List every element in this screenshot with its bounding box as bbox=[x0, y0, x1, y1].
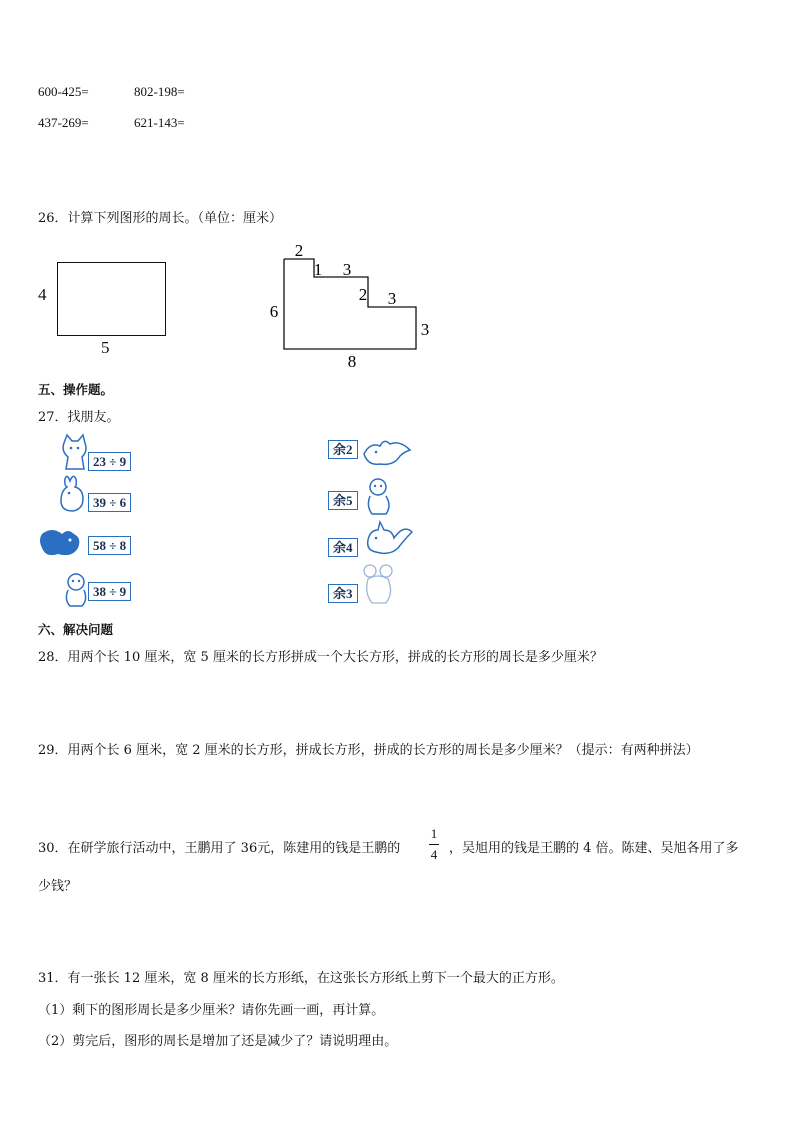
card-right-2[interactable]: 余5 bbox=[328, 491, 358, 510]
mouse-right-icon bbox=[360, 563, 400, 607]
staircase-figure bbox=[270, 240, 450, 370]
q30-text-part3: 少钱？ bbox=[38, 879, 78, 894]
q31-sub1: （1）剩下的图形周长是多少厘米？请你先画一画，再计算。 bbox=[38, 1003, 385, 1018]
squirrel-icon bbox=[38, 526, 90, 560]
fraction-bar bbox=[429, 844, 439, 845]
q30-fraction bbox=[427, 826, 441, 863]
stair-label-right: 3 bbox=[420, 320, 430, 339]
q31-text: 31．有一张长 12 厘米，宽 8 厘米的长方形纸，在这张长方形纸上剪下一个最大的正方形。 bbox=[38, 971, 564, 986]
section5-heading: 五、操作题。 bbox=[38, 382, 114, 397]
stair-label-tread1: 3 bbox=[342, 260, 352, 279]
q30-fraction-numerator: 1 bbox=[430, 826, 438, 841]
card-left-1[interactable]: 23 ÷ 9 bbox=[88, 452, 131, 471]
calc-2-right: 621-143= bbox=[134, 115, 185, 130]
rabbit-icon bbox=[55, 475, 91, 515]
q26-text: 26．计算下列图形的周长。（单位：厘米） bbox=[38, 211, 283, 226]
card-right-1[interactable]: 余2 bbox=[328, 440, 358, 459]
fox-right-icon bbox=[362, 518, 414, 558]
calc-1-right: 802-198= bbox=[134, 84, 185, 99]
cat-icon bbox=[58, 433, 90, 473]
calc-2-left: 437-269= bbox=[38, 115, 89, 130]
section6-heading: 六、解决问题 bbox=[38, 622, 114, 637]
q28-text: 28．用两个长 10 厘米，宽 5 厘米的长方形拼成一个大长方形，拼成的长方形的周长是多少厘米？ bbox=[38, 650, 603, 665]
q31-sub2: （2）剪完后，图形的周长是增加了还是减少了？请说明理由。 bbox=[38, 1034, 398, 1049]
rect-height-label: 4 bbox=[38, 285, 47, 304]
stair-label-top: 2 bbox=[294, 241, 304, 260]
card-left-2[interactable]: 39 ÷ 6 bbox=[88, 493, 131, 512]
rect-width-label: 5 bbox=[101, 338, 110, 357]
squirrel-right-icon bbox=[360, 436, 414, 470]
stair-label-bottom: 8 bbox=[347, 352, 357, 370]
monkey-right-icon bbox=[360, 476, 396, 518]
q30-text-part1: 30．在研学旅行活动中，王鹏用了 36元，陈建用的钱是王鹏的 bbox=[38, 841, 401, 856]
stair-label-step1: 1 bbox=[313, 260, 323, 279]
stair-label-step2: 2 bbox=[358, 285, 368, 304]
card-left-3[interactable]: 58 ÷ 8 bbox=[88, 536, 131, 555]
stair-label-left: 6 bbox=[270, 302, 279, 321]
q30-text-part2: ，吴旭用的钱是王鹏的 4 倍。陈建、吴旭各用了多 bbox=[449, 841, 739, 856]
q29-text: 29．用两个长 6 厘米，宽 2 厘米的长方形，拼成长方形，拼成的长方形的周长是多少厘米？（提示：有两种拼法） bbox=[38, 743, 699, 758]
q30-fraction-denominator: 4 bbox=[430, 847, 438, 862]
rectangle-figure bbox=[57, 262, 166, 336]
card-left-4[interactable]: 38 ÷ 9 bbox=[88, 582, 131, 601]
stair-label-tread2: 3 bbox=[387, 289, 397, 308]
q27-text: 27．找朋友。 bbox=[38, 410, 120, 425]
card-right-3[interactable]: 余4 bbox=[328, 538, 358, 557]
card-right-4[interactable]: 余3 bbox=[328, 584, 358, 603]
calc-1-left: 600-425= bbox=[38, 84, 89, 99]
